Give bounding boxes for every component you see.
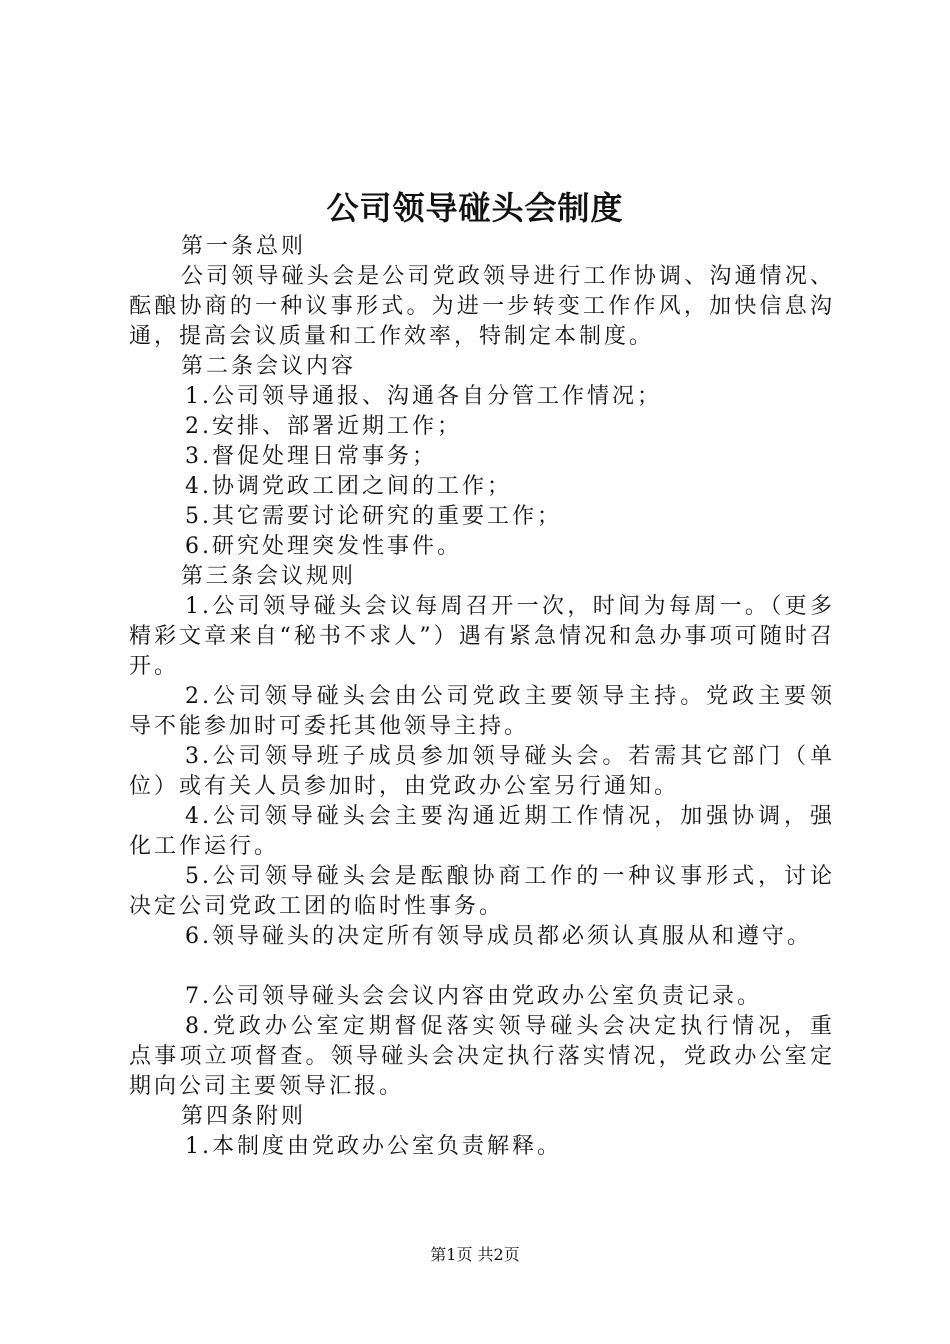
section-heading-appendix: 第四条附则 [181, 1104, 307, 1129]
rule-item: 1.公司领导碰头会议每周召开一次，时间为每周一。（更多精彩文章来自“秘书不求人”）遇有紧急情况和急办事项可随时召开。 [129, 594, 835, 679]
rule-item: 7.公司领导碰头会会议内容由党政办公室负责记录。 [185, 984, 762, 1009]
rule-item: 5.公司领导碰头会是酝酿协商工作的一种议事形式，讨论决定公司党政工团的临时性事务。 [129, 864, 835, 919]
document-body [129, 232, 835, 1162]
document-title: 公司领导碰头会制度 [326, 189, 624, 227]
general-paragraph: 公司领导碰头会是公司党政领导进行工作协调、沟通情况、酝酿协商的一种议事形式。为进一步转变工作作风，加快信息沟通，提高会议质量和工作效率，特制定本制度。 [129, 264, 835, 349]
page-footer: 第1页 共2页 [430, 1245, 520, 1264]
appendix-item: 1.本制度由党政办公室负责解释。 [185, 1134, 562, 1159]
content-item: 2.安排、部署近期工作； [185, 414, 462, 439]
content-item: 1.公司领导通报、沟通各自分管工作情况； [185, 384, 662, 409]
content-item: 5.其它需要讨论研究的重要工作； [185, 504, 562, 529]
rule-item: 2.公司领导碰头会由公司党政主要领导主持。党政主要领导不能参加时可委托其他领导主持。 [129, 684, 835, 739]
rule-item: 8.党政办公室定期督促落实领导碰头会决定执行情况，重点事项立项督查。领导碰头会决定执行落实情况，党政办公室定期向公司主要领导汇报。 [129, 1014, 835, 1099]
rule-item: 3.公司领导班子成员参加领导碰头会。若需其它部门（单位）或有关人员参加时，由党政办公室另行通知。 [129, 744, 835, 799]
section-heading-rules: 第三条会议规则 [181, 564, 357, 589]
content-item: 6.研究处理突发性事件。 [185, 534, 462, 559]
rule-item: 6.领导碰头的决定所有领导成员都必须认真服从和遵守。 [185, 924, 812, 949]
section-heading-content: 第二条会议内容 [181, 354, 357, 379]
content-item: 3.督促处理日常事务； [185, 444, 437, 469]
rule-item: 4.公司领导碰头会主要沟通近期工作情况，加强协调，强化工作运行。 [129, 804, 835, 859]
section-heading-general: 第一条总则 [181, 234, 307, 259]
paragraph-gap [129, 952, 835, 982]
content-item: 4.协调党政工团之间的工作； [185, 474, 512, 499]
